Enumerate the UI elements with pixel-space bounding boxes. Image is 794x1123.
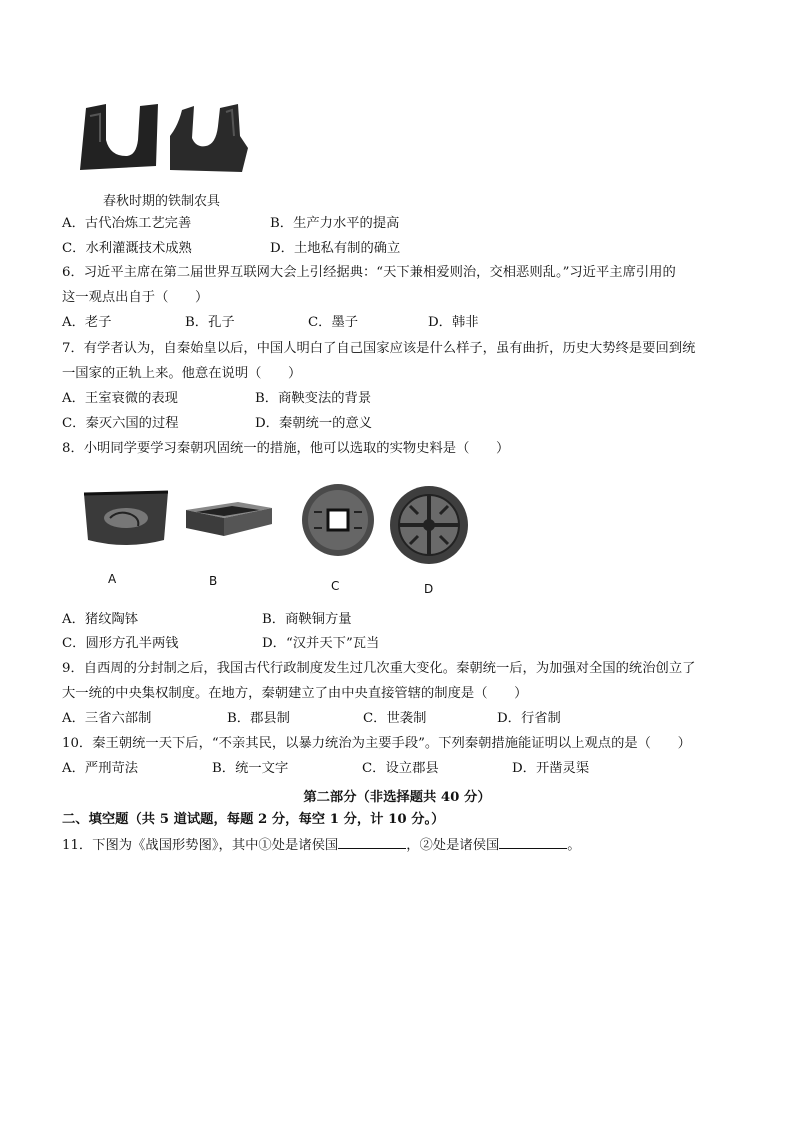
q10-option-a[interactable]: A．严刑苛法 — [62, 761, 139, 776]
image-caption: 春秋时期的铁制农具 — [103, 194, 221, 209]
image-label-b: B — [209, 574, 218, 588]
q6-option-b[interactable]: B．孔子 — [185, 315, 235, 330]
q5-option-a[interactable]: A．古代冶炼工艺完善 — [62, 216, 192, 231]
q7-stem-line2: 一国家的正轨上来。他意在说明（ ） — [62, 366, 302, 381]
q6-stem-line1: 6．习近平主席在第二届世界互联网大会上引经据典：“天下兼相爱则治，交相恶则乱。”习近平主席引用的 — [62, 265, 676, 280]
q6-option-a[interactable]: A．老子 — [62, 315, 112, 330]
section-heading: 二、填空题（共 5 道试题，每题 2 分，每空 1 分，计 10 分。） — [62, 812, 445, 827]
q6-option-d[interactable]: D．韩非 — [428, 315, 479, 330]
q10-option-c[interactable]: C．设立郡县 — [362, 761, 439, 776]
part2-title: 第二部分（非选择题共 40 分） — [303, 790, 491, 805]
q11-suffix: 。 — [567, 838, 581, 853]
iron-tools-image — [70, 96, 270, 188]
image-label-a: A — [108, 572, 117, 586]
answer-blank-2[interactable] — [499, 836, 567, 849]
q7-option-a[interactable]: A．王室衰微的表现 — [62, 391, 178, 406]
q7-option-b[interactable]: B．商鞅变法的背景 — [255, 391, 372, 406]
image-label-c: C — [331, 579, 340, 593]
pig-pattern-pottery-bowl-image — [80, 488, 172, 552]
q8-option-b[interactable]: B．商鞅铜方量 — [262, 612, 352, 627]
q5-option-d[interactable]: D．土地私有制的确立 — [270, 241, 401, 256]
q9-option-a[interactable]: A．三省六部制 — [62, 711, 152, 726]
q6-stem-line2: 这一观点出自于（ ） — [62, 290, 209, 305]
answer-blank-1[interactable] — [338, 836, 406, 849]
q8-option-c[interactable]: C．圆形方孔半两钱 — [62, 636, 179, 651]
q7-option-c[interactable]: C．秦灭六国的过程 — [62, 416, 179, 431]
q8-option-d[interactable]: D．“汉并天下”瓦当 — [262, 636, 380, 651]
q10-option-d[interactable]: D．开凿灵渠 — [512, 761, 590, 776]
q7-option-d[interactable]: D．秦朝统一的意义 — [255, 416, 373, 431]
q11-stem — [62, 836, 581, 855]
q5-option-c[interactable]: C．水利灌溉技术成熟 — [62, 241, 192, 256]
q10-option-b[interactable]: B．统一文字 — [212, 761, 289, 776]
bronze-square-measure-image — [182, 494, 278, 542]
q5-option-b[interactable]: B．生产力水平的提高 — [270, 216, 400, 231]
q7-stem-line1: 7．有学者认为，自秦始皇以后，中国人明白了自己国家应该是什么样子，虽有曲折，历史大势终是要回到统 — [62, 341, 696, 356]
q9-stem-line2: 大一统的中央集权制度。在地方，秦朝建立了由中央直接管辖的制度是（ ） — [62, 686, 528, 701]
image-label-d: D — [424, 582, 434, 596]
q11-prefix: 11．下图为《战国形势图》，其中①处是诸侯国 — [62, 838, 339, 853]
q9-stem-line1: 9．自西周的分封制之后，我国古代行政制度发生过几次重大变化。秦朝统一后，为加强对全国的统治创立了 — [62, 661, 696, 676]
q8-option-a[interactable]: A．猪纹陶钵 — [62, 612, 139, 627]
q9-option-b[interactable]: B．郡县制 — [227, 711, 290, 726]
q8-stem: 8．小明同学要学习秦朝巩固统一的措施，他可以选取的实物史料是（ ） — [62, 441, 510, 456]
q9-option-c[interactable]: C．世袭制 — [363, 711, 427, 726]
tile-end-image — [388, 484, 470, 566]
q11-middle: ，②处是诸侯国 — [406, 838, 500, 853]
q9-option-d[interactable]: D．行省制 — [497, 711, 561, 726]
q10-stem: 10．秦王朝统一天下后，“不亲其民，以暴力统治为主要手段”。下列秦朝措施能证明以上观点的是（ ） — [62, 736, 691, 751]
q6-option-c[interactable]: C．墨子 — [308, 315, 359, 330]
banliang-coin-image — [300, 482, 376, 558]
